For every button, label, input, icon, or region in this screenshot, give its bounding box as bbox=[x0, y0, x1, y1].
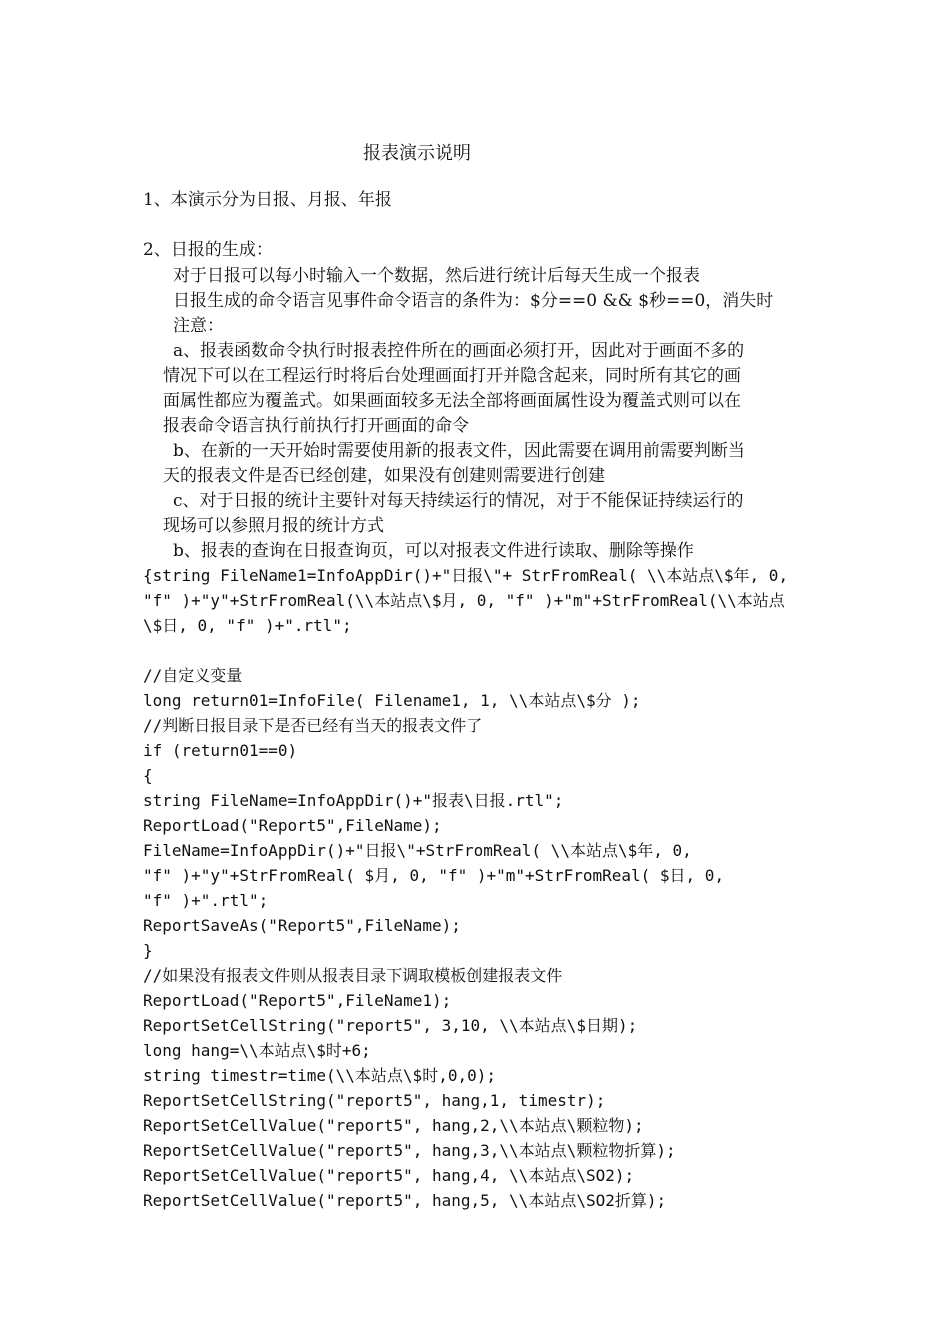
paragraph-line: 日报生成的命令语言见事件命令语言的条件为：$分==0 && $秒==0，消失时 bbox=[173, 291, 774, 311]
code-line: string timestr=time(\\本站点\$时,0,0); bbox=[143, 1066, 496, 1085]
code-line: ReportSetCellValue("report5", hang,5, \\本站点\SO2折算); bbox=[143, 1191, 667, 1210]
code-line: ReportSetCellString("report5", 3,10, \\本站点\$日期); bbox=[143, 1016, 638, 1035]
code-line: FileName=InfoAppDir()+"日报\"+StrFromReal( \\本站点\$年, 0, bbox=[143, 841, 692, 860]
code-line: ReportSetCellValue("report5", hang,3,\\本站点\颗粒物折算); bbox=[143, 1141, 676, 1160]
code-line: ReportSetCellValue("report5", hang,2,\\本站点\颗粒物); bbox=[143, 1116, 644, 1135]
paragraph-line: 天的报表文件是否已经创建，如果没有创建则需要进行创建 bbox=[163, 466, 605, 486]
code-line: ReportLoad("Report5",FileName); bbox=[143, 816, 442, 835]
code-line: "f" )+".rtl"; bbox=[143, 891, 269, 910]
paragraph-line: 对于日报可以每小时输入一个数据，然后进行统计后每天生成一个报表 bbox=[173, 266, 700, 286]
code-line: ReportSaveAs("Report5",FileName); bbox=[143, 916, 461, 935]
paragraph-line: 现场可以参照月报的统计方式 bbox=[163, 516, 384, 536]
paragraph-line: 情况下可以在工程运行时将后台处理画面打开并隐含起来，同时所有其它的画 bbox=[163, 366, 741, 386]
code-line: { bbox=[143, 766, 153, 785]
paragraph-line: b、在新的一天开始时需要使用新的报表文件，因此需要在调用前需要判断当 bbox=[173, 441, 745, 461]
code-line: //判断日报目录下是否已经有当天的报表文件了 bbox=[143, 716, 483, 735]
code-line: if (return01==0) bbox=[143, 741, 298, 760]
code-line: ReportSetCellValue("report5", hang,4, \\本站点\SO2); bbox=[143, 1166, 635, 1185]
paragraph-line: 面属性都应为覆盖式。如果画面较多无法全部将画面属性设为覆盖式则可以在 bbox=[163, 391, 741, 411]
code-line: \$日, 0, "f" )+".rtl"; bbox=[143, 616, 352, 635]
paragraph-line: c、对于日报的统计主要针对每天持续运行的情况，对于不能保证持续运行的 bbox=[173, 491, 744, 511]
code-line: "f" )+"y"+StrFromReal( $月, 0, "f" )+"m"+StrFromReal( $日, 0, bbox=[143, 866, 725, 885]
code-line: //自定义变量 bbox=[143, 666, 243, 685]
code-line: ReportLoad("Report5",FileName1); bbox=[143, 991, 452, 1010]
section-2-heading: 2、日报的生成： bbox=[143, 240, 273, 260]
code-line: "f" )+"y"+StrFromReal(\\本站点\$月, 0, "f" )+"m"+StrFromReal(\\本站点 bbox=[143, 591, 785, 610]
code-line: ReportSetCellString("report5", hang,1, timestr); bbox=[143, 1091, 606, 1110]
code-line: {string FileName1=InfoAppDir()+"日报\"+ StrFromReal( \\本站点\$年, 0, bbox=[143, 566, 789, 585]
code-line: string FileName=InfoAppDir()+"报表\日报.rtl"; bbox=[143, 791, 564, 810]
paragraph-line: b、报表的查询在日报查询页，可以对报表文件进行读取、删除等操作 bbox=[173, 541, 694, 561]
code-line: long hang=\\本站点\$时+6; bbox=[143, 1041, 371, 1060]
document-title: 报表演示说明 bbox=[363, 143, 471, 164]
code-line: } bbox=[143, 941, 153, 960]
code-line: long return01=InfoFile( Filename1, 1, \\本站点\$分 ); bbox=[143, 691, 641, 710]
paragraph-line: 报表命令语言执行前执行打开画面的命令 bbox=[163, 416, 469, 436]
paragraph-line: 注意： bbox=[173, 316, 224, 336]
section-1: 1、本演示分为日报、月报、年报 bbox=[143, 190, 392, 210]
code-line: //如果没有报表文件则从报表目录下调取模板创建报表文件 bbox=[143, 966, 563, 985]
paragraph-line: a、报表函数命令执行时报表控件所在的画面必须打开，因此对于画面不多的 bbox=[173, 341, 745, 361]
